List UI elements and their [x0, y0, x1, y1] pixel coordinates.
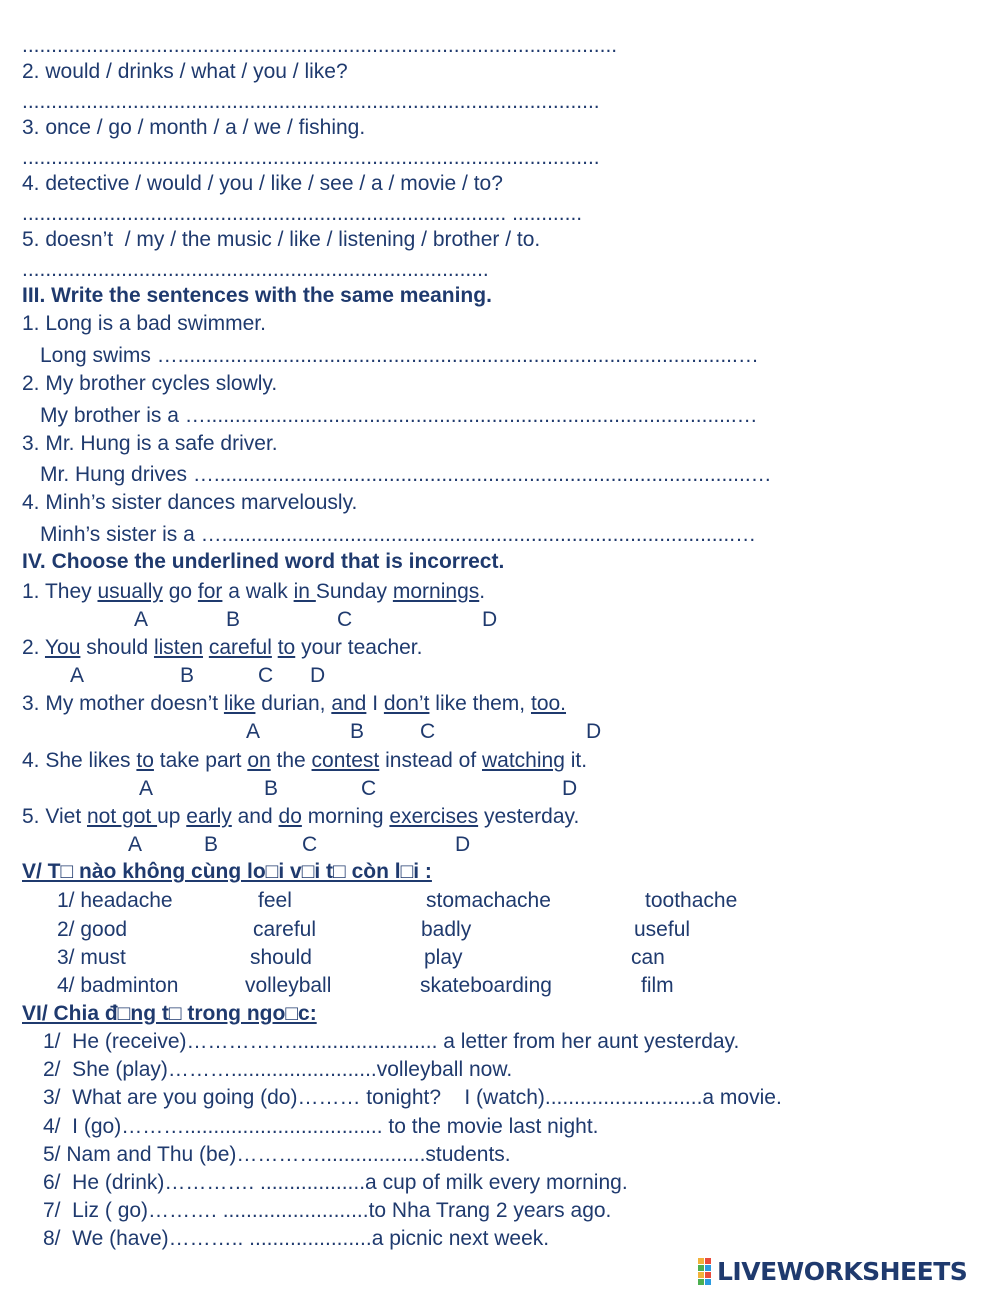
option-c[interactable]: contest: [311, 749, 380, 772]
exercise-item: 5. doesn’t / my / the music / like / listening / brother / to.: [22, 228, 541, 251]
section-title: VI/ Chia đ□ng t□ trong ngo□c:: [22, 1002, 317, 1025]
answer-line[interactable]: ................................................................................... ............: [22, 202, 583, 225]
option-a[interactable]: to: [136, 749, 154, 772]
liveworksheets-logo: [698, 1256, 967, 1286]
word-option[interactable]: feel: [258, 889, 292, 912]
choice-letter: D: [482, 608, 498, 631]
word-option[interactable]: 1/ headache: [57, 889, 173, 912]
exercise-item[interactable]: 2/ She (play)……….........................volleyball now.: [43, 1058, 513, 1081]
choice-letter: A: [128, 833, 143, 856]
answer-line[interactable]: ................................................................................: [22, 258, 489, 281]
logo-square: [705, 1265, 711, 1271]
word-option[interactable]: stomachache: [426, 889, 551, 912]
section-title: IV. Choose the underlined word that is incorrect.: [22, 550, 505, 573]
option-d[interactable]: to: [277, 636, 296, 659]
choice-letter: C: [337, 608, 353, 631]
choice-letter: C: [302, 833, 318, 856]
word-option[interactable]: 4/ badminton: [57, 974, 179, 997]
option-a[interactable]: like: [223, 692, 256, 715]
option-d[interactable]: too.: [530, 692, 567, 715]
choice-letter: B: [264, 777, 279, 800]
option-b[interactable]: and: [331, 692, 367, 715]
answer-line[interactable]: Minh’s sister is a …........................................................................................…: [40, 523, 757, 546]
logo-mark-icon: [698, 1258, 711, 1285]
logo-square: [698, 1279, 704, 1285]
exercise-item: 3. Mr. Hung is a safe driver.: [22, 432, 278, 455]
exercise-item[interactable]: 1/ He (receive)……………......................... a letter from her aunt yesterday.: [43, 1030, 740, 1053]
exercise-item[interactable]: 8/ We (have)……….. .....................a picnic next week.: [43, 1227, 550, 1250]
exercise-item[interactable]: 5/ Nam and Thu (be)…………..................students.: [43, 1143, 511, 1166]
choice-letter: B: [204, 833, 219, 856]
logo-square: [705, 1279, 711, 1285]
word-option[interactable]: useful: [634, 918, 691, 941]
choice-letter: C: [361, 777, 377, 800]
choice-letter: A: [70, 664, 85, 687]
exercise-item: 2. My brother cycles slowly.: [22, 372, 278, 395]
exercise-item[interactable]: 7/ Liz ( go)………. .........................to Nha Trang 2 years ago.: [43, 1199, 612, 1222]
option-d[interactable]: mornings: [392, 580, 480, 603]
option-d[interactable]: exercises: [389, 805, 479, 828]
choice-letter: A: [139, 777, 154, 800]
exercise-item[interactable]: 4/ I (go)……….................................. to the movie last night.: [43, 1115, 599, 1138]
option-a[interactable]: usually: [97, 580, 163, 603]
question-3: 3. My mother doesn’t like durian, and I don’t like them, too.: [22, 692, 567, 715]
option-b[interactable]: on: [247, 749, 271, 772]
choice-letter: B: [350, 720, 365, 743]
choice-letter: A: [134, 608, 149, 631]
option-b[interactable]: listen: [153, 636, 203, 659]
exercise-item: 4. Minh’s sister dances marvelously.: [22, 491, 358, 514]
choice-letter: D: [562, 777, 578, 800]
exercise-item: 4. detective / would / you / like / see / a / movie / to?: [22, 172, 503, 195]
option-d[interactable]: watching: [482, 749, 565, 772]
word-option[interactable]: can: [631, 946, 665, 969]
question-5: 5. Viet not got up early and do morning exercises yesterday.: [22, 805, 580, 828]
word-option[interactable]: toothache: [645, 889, 738, 912]
option-b[interactable]: for: [197, 580, 223, 603]
exercise-item[interactable]: 6/ He (drink)…………. ..................a cup of milk every morning.: [43, 1171, 628, 1194]
word-option[interactable]: careful: [253, 918, 317, 941]
word-option[interactable]: volleyball: [245, 974, 332, 997]
answer-line[interactable]: Long swims …................................................................................................…: [40, 344, 759, 367]
logo-square: [705, 1272, 711, 1278]
word-option[interactable]: skateboarding: [420, 974, 552, 997]
answer-line[interactable]: ...................................................................................................: [22, 90, 600, 113]
choice-letter: D: [586, 720, 602, 743]
section-title: V/ T□ nào không cùng lo□i v□i t□ còn l□i :: [22, 860, 432, 883]
option-b[interactable]: early: [186, 805, 232, 828]
option-c[interactable]: in: [293, 580, 316, 603]
choice-letter: B: [226, 608, 241, 631]
word-option[interactable]: 3/ must: [57, 946, 126, 969]
choice-letter: A: [246, 720, 261, 743]
answer-line[interactable]: Mr. Hung drives …............................................................................................…: [40, 463, 772, 486]
answer-line[interactable]: ...................................................................................................: [22, 146, 600, 169]
choice-letter: C: [420, 720, 436, 743]
option-c[interactable]: do: [278, 805, 302, 828]
question-4: 4. She likes to take part on the contest instead of watching it.: [22, 749, 588, 772]
logo-square: [698, 1272, 704, 1278]
section-title: III. Write the sentences with the same meaning.: [22, 284, 492, 307]
word-option[interactable]: 2/ good: [57, 918, 128, 941]
option-a[interactable]: not got: [87, 805, 158, 828]
question-2: 2. You should listen careful to your teacher.: [22, 636, 423, 659]
choice-letter: B: [180, 664, 195, 687]
option-a[interactable]: You: [44, 636, 81, 659]
option-c[interactable]: don’t: [383, 692, 430, 715]
exercise-item[interactable]: 3/ What are you going (do)……… tonight? I (watch)...........................a movie.: [43, 1086, 782, 1109]
answer-line[interactable]: ......................................................................................................: [22, 34, 618, 57]
exercise-item: 2. would / drinks / what / you / like?: [22, 60, 348, 83]
choice-letter: D: [455, 833, 471, 856]
logo-square: [698, 1265, 704, 1271]
answer-line[interactable]: My brother is a …...........................................................................................…: [40, 404, 758, 427]
exercise-item: 3. once / go / month / a / we / fishing.: [22, 116, 366, 139]
choice-letter: C: [258, 664, 274, 687]
word-option[interactable]: should: [250, 946, 312, 969]
option-c[interactable]: careful: [208, 636, 272, 659]
word-option[interactable]: badly: [421, 918, 472, 941]
exercise-item: 1. Long is a bad swimmer.: [22, 312, 266, 335]
logo-square: [698, 1258, 704, 1264]
word-option[interactable]: film: [641, 974, 674, 997]
question-1: 1. They usually go for a walk in Sunday mornings.: [22, 580, 486, 603]
logo-text: LIVEWORKSHEETS: [717, 1256, 968, 1286]
logo-square: [705, 1258, 711, 1264]
word-option[interactable]: play: [424, 946, 463, 969]
choice-letter: D: [310, 664, 326, 687]
